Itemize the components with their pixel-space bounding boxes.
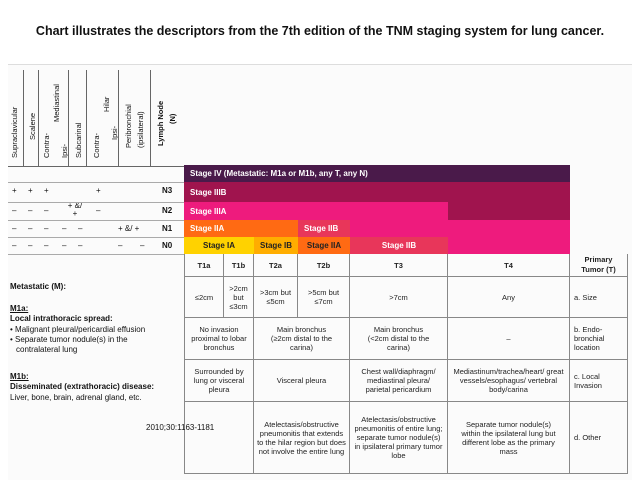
- m1b-label: M1b:: [10, 372, 29, 381]
- node-cell: –: [12, 224, 17, 233]
- node-cell: –: [62, 224, 67, 233]
- node-cell: –: [78, 241, 83, 250]
- node-cell: +: [96, 186, 101, 195]
- size-t3: >7cm: [350, 277, 448, 318]
- primary-tumor-line2: Tumor (T): [581, 265, 616, 274]
- node-cell: –: [28, 224, 33, 233]
- t-header: T3: [350, 254, 448, 277]
- header-supraclavicular: Supraclavicular: [10, 106, 19, 158]
- other-t2: Atelectasis/obstructive pneumonitis that extends to the hilar region but does not involve the entire lung: [254, 402, 350, 474]
- size-t2b: >5cm but ≤7cm: [298, 277, 350, 318]
- node-cell: +: [12, 186, 17, 195]
- n1-label: N1: [162, 224, 173, 233]
- node-cell: –: [118, 241, 123, 250]
- size-t1b: >2cm but ≤3cm: [224, 277, 254, 318]
- node-cell: –: [62, 241, 67, 250]
- t-header: T2a: [254, 254, 298, 277]
- m1b-text: Liver, bone, brain, adrenal gland, etc.: [10, 393, 142, 402]
- metastatic-heading: Metastatic (M):: [10, 282, 67, 291]
- header-divider: [23, 70, 24, 166]
- m1a-label: M1a:: [10, 304, 29, 313]
- header-scalene: Scalene: [28, 112, 37, 140]
- citation: 2010;30:1163-1181: [146, 423, 215, 432]
- header-lymph-node: Lymph Node: [156, 100, 165, 146]
- node-cell: + &/ +: [118, 224, 140, 233]
- size-t4: Any: [448, 277, 570, 318]
- header-ipsilateral: (ipsilateral): [136, 111, 145, 148]
- header-ipsi-mediastinal: Ipsi-: [60, 143, 69, 158]
- stage-iiib-extension: [448, 202, 570, 220]
- header-ipsi-hilar: Ipsi-: [110, 125, 119, 140]
- t-header: T1a: [184, 254, 224, 277]
- m1a-bullet-2: • Separate tumor nodule(s) in the: [10, 335, 128, 344]
- endo-label: b. Endo-bronchial location: [570, 318, 628, 360]
- t-header: T2b: [298, 254, 350, 277]
- local-t3: Chest wall/diaphragm/ mediastinal pleura/ parietal pericardium: [350, 360, 448, 402]
- header-divider: [38, 70, 39, 166]
- t-header: T4: [448, 254, 570, 277]
- stage-iia-n0-band: Stage IIA: [298, 237, 350, 254]
- n2-label: N2: [162, 206, 173, 215]
- local-t2: Visceral pleura: [254, 360, 350, 402]
- node-cell: –: [44, 206, 49, 215]
- node-cell: –: [78, 224, 83, 233]
- header-subcarinal: Subcarinal: [74, 122, 83, 158]
- size-t1a: ≤2cm: [184, 277, 224, 318]
- stage-ib-band: Stage IB: [254, 237, 298, 254]
- other-t4: Separate tumor nodule(s) within the ipsilateral lung but different lobe as the primary mass: [448, 402, 570, 474]
- endo-t2: Main bronchus (≥2cm distal to the carina): [254, 318, 350, 360]
- slide-title: Chart illustrates the descriptors from the 7th edition of the TNM staging system for lung cancer.: [35, 24, 605, 38]
- header-hilar: Hilar: [102, 96, 111, 112]
- row-divider: [8, 220, 184, 221]
- m1a-title: Local intrathoracic spread:: [10, 314, 113, 323]
- header-mediastinal: Mediastinal: [52, 84, 61, 122]
- m1b-title: Disseminated (extrathoracic) disease:: [10, 382, 155, 391]
- primary-tumor-header: [570, 254, 628, 277]
- m1a-bullet-2b: contralateral lung: [16, 345, 78, 354]
- primary-tumor-line1: Primary: [584, 255, 613, 264]
- header-divider: [86, 70, 87, 166]
- stage-iiib-band: Stage IIIB: [184, 182, 570, 202]
- endo-t1: No invasion proximal to lobar bronchus: [184, 318, 254, 360]
- row-divider: [8, 182, 184, 183]
- stage-iv-band: Stage IV (Metastatic: M1a or M1b, any T, any N): [184, 165, 570, 182]
- node-cell: –: [44, 224, 49, 233]
- header-divider: [150, 70, 151, 166]
- node-cell: +: [44, 186, 49, 195]
- other-t1-empty: [184, 402, 254, 474]
- stage-iib-top-band: Stage IIB: [298, 220, 350, 237]
- stage-ia-band: Stage IA: [184, 237, 254, 254]
- n0-label: N0: [162, 241, 173, 250]
- stage-iiia-n1-band: [350, 220, 570, 237]
- node-cell: + &/ +: [67, 201, 83, 218]
- other-label: d. Other: [570, 402, 628, 474]
- local-t4: Mediastinum/trachea/heart/ great vessels/esophagus/ vertebral body/carina: [448, 360, 570, 402]
- local-label: c. Local Invasion: [570, 360, 628, 402]
- header-contra-hilar: Contra-: [92, 132, 101, 158]
- node-cell: –: [28, 206, 33, 215]
- endo-t3: Main bronchus (<2cm distal to the carina): [350, 318, 448, 360]
- size-t2a: >3cm but ≤5cm: [254, 277, 298, 318]
- header-divider: [118, 70, 119, 166]
- header-peribronchial: Peribronchial: [124, 104, 133, 148]
- row-divider: [8, 202, 184, 203]
- node-cell: –: [28, 241, 33, 250]
- stage-iiia-n0-band: [448, 237, 570, 254]
- stage-iiia-band: Stage IIIA: [184, 202, 448, 220]
- node-cell: –: [140, 241, 145, 250]
- stage-iib-n0-band: Stage IIB: [350, 237, 448, 254]
- node-cell: –: [44, 241, 49, 250]
- local-t1: Surrounded by lung or visceral pleura: [184, 360, 254, 402]
- size-label: a. Size: [570, 277, 628, 318]
- m1a-bullet-1: • Malignant pleural/pericardial effusion: [10, 325, 146, 334]
- node-cell: –: [12, 241, 17, 250]
- header-baseline: [8, 166, 184, 167]
- node-cell: –: [12, 206, 17, 215]
- other-t3: Atelectasis/obstructive pneumonitis of entire lung; separate tumor nodule(s) in ipsilateral primary tumor lobe: [350, 402, 448, 474]
- row-divider: [8, 237, 184, 238]
- header-contra-mediastinal: Contra-: [42, 132, 51, 158]
- n3-label: N3: [162, 186, 173, 195]
- node-cell: +: [28, 186, 33, 195]
- header-n: (N): [168, 113, 177, 124]
- endo-t4: –: [448, 318, 570, 360]
- t-header: T1b: [224, 254, 254, 277]
- stage-iia-band: Stage IIA: [184, 220, 298, 237]
- row-divider: [8, 254, 184, 255]
- header-divider: [68, 70, 69, 166]
- node-cell: –: [96, 206, 101, 215]
